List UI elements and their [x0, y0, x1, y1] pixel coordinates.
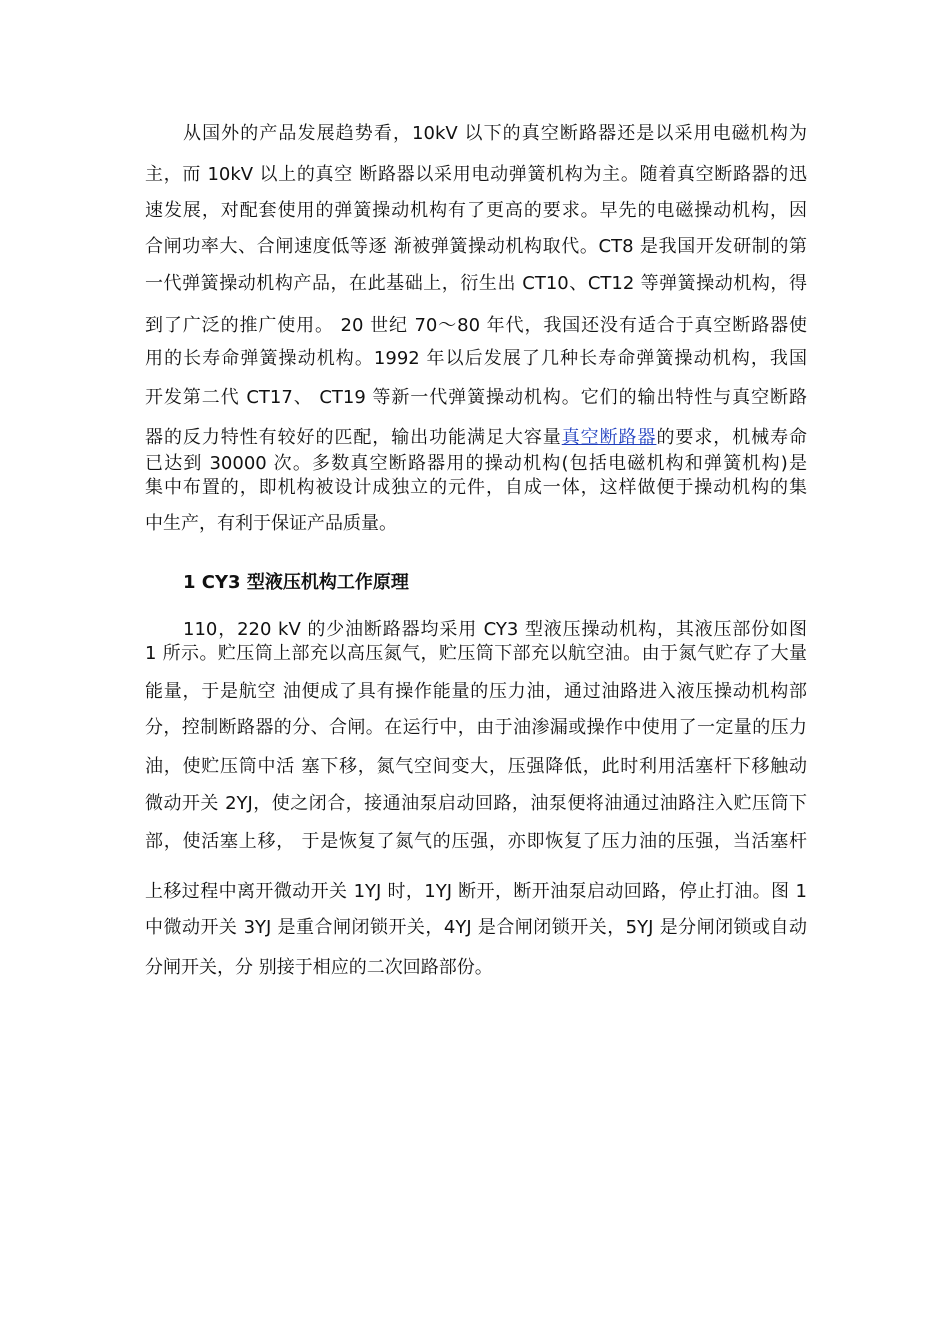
paragraph-1-line: 到了广泛的推广使用。 20 世纪 70～80 年代，我国还没有适合于真空断路器使: [145, 315, 807, 336]
paragraph-2-line: 上移过程中离开微动开关 1YJ 时，1YJ 断开，断开油泵启动回路，停止打油。图 1: [145, 881, 807, 902]
paragraph-1-line: 开发第二代 CT17、 CT19 等新一代弹簧操动机构。它们的输出特性与真空断路: [145, 387, 807, 408]
paragraph-2-line: 微动开关 2YJ，使之闭合，接通油泵启动回路，油泵便将油通过油路注入贮压筒下: [145, 793, 807, 814]
paragraph-1-line: 用的长寿命弹簧操动机构。1992 年以后发展了几种长寿命弹簧操动机构，我国: [145, 348, 807, 369]
paragraph-2-line: 油，使贮压筒中活 塞下移，氮气空间变大，压强降低，此时利用活塞杆下移触动: [145, 756, 807, 777]
paragraph-1-line-with-link: [145, 424, 807, 452]
paragraph-1-line: 主，而 10kV 以上的真空 断路器以采用电动弹簧机构为主。随着真空断路器的迅: [145, 164, 807, 185]
vacuum-circuit-breaker-link[interactable]: 真空断路器: [561, 427, 657, 448]
paragraph-1-line: 从国外的产品发展趋势看，10kV 以下的真空断路器还是以采用电磁机构为: [183, 123, 807, 144]
paragraph-2-line: 1 所示。贮压筒上部充以高压氮气，贮压筒下部充以航空油。由于氮气贮存了大量: [145, 643, 807, 664]
paragraph-1-line: 中生产，有利于保证产品质量。: [145, 513, 397, 534]
paragraph-1-line: 合闸功率大、合闸速度低等逐 渐被弹簧操动机构取代。CT8 是我国开发研制的第: [145, 236, 807, 257]
paragraph-1-line: 速发展，对配套使用的弹簧操动机构有了更高的要求。早先的电磁操动机构，因: [145, 200, 807, 221]
paragraph-1-text: 的要求，机械寿命: [656, 427, 807, 448]
paragraph-1-line: 已达到 30000 次。多数真空断路器用的操动机构(包括电磁机构和弹簧机构)是: [145, 453, 807, 474]
paragraph-2-line: 分闸开关，分 别接于相应的二次回路部份。: [145, 957, 493, 978]
paragraph-1-line: 一代弹簧操动机构产品，在此基础上，衍生出 CT10、CT12 等弹簧操动机构，得: [145, 273, 807, 294]
paragraph-1-line: 集中布置的，即机构被设计成独立的元件，自成一体，这样做便于操动机构的集: [145, 477, 807, 498]
section-heading: 1 CY3 型液压机构工作原理: [183, 572, 409, 593]
paragraph-2-line: 能量，于是航空 油便成了具有操作能量的压力油，通过油路进入液压操动机构部: [145, 681, 807, 702]
paragraph-2-line: 中微动开关 3YJ 是重合闸闭锁开关，4YJ 是合闸闭锁开关，5YJ 是分闸闭锁或自动: [145, 917, 807, 938]
paragraph-2-line: 部，使活塞上移， 于是恢复了氮气的压强，亦即恢复了压力油的压强，当活塞杆: [145, 831, 807, 852]
paragraph-1-text: 器的反力特性有较好的匹配，输出功能满足大容量: [145, 427, 562, 448]
paragraph-2-line: 110，220 kV 的少油断路器均采用 CY3 型液压操动机构，其液压部份如图: [183, 619, 807, 640]
paragraph-2-line: 分，控制断路器的分、合闸。在运行中，由于油渗漏或操作中使用了一定量的压力: [145, 717, 807, 738]
